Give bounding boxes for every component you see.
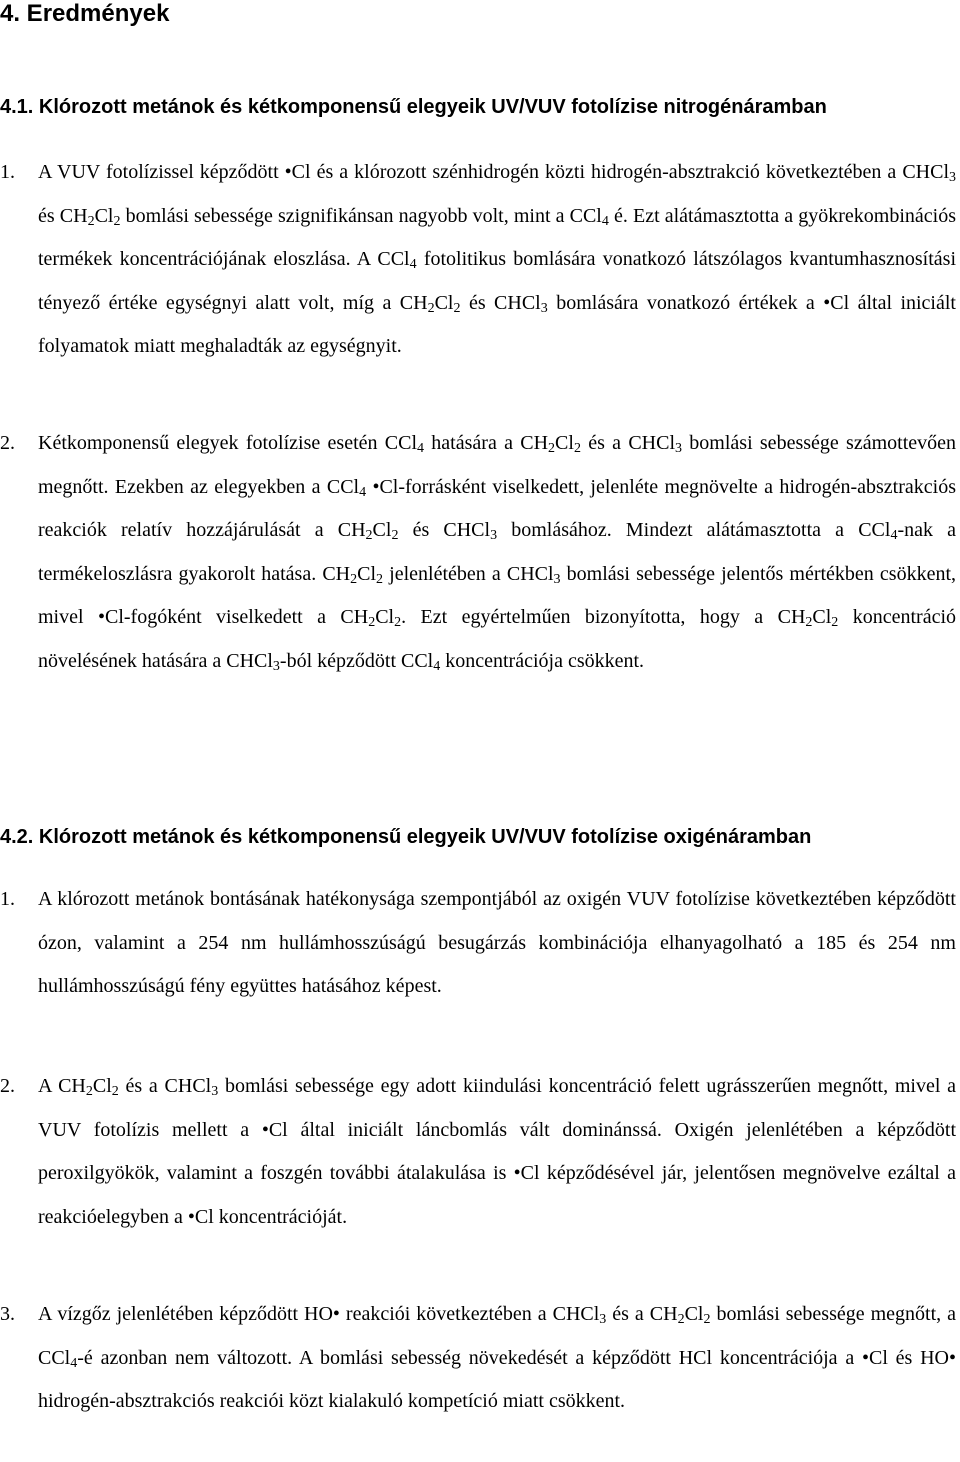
section-heading-nitrogen: 4.1. Klórozott metánok és kétkomponensű elegyeik UV/VUV fotolízise nitrogénáramban (0, 96, 827, 118)
list-item (0, 1065, 956, 1239)
item-text: A vízgőz jelenlétében képződött HO• reakciói következtében a CHCl$_3$ és a $CH_2Cl_2$ bomlási sebessége megnőtt, a CCl$_4$-é azonban nem változott. A bomlási sebesség növekedését a képződött HCl koncentrációja a •Cl és HO• hidrogén-absztrakciós reakciói közt kialakuló kompetíció miatt csökkent. (38, 1303, 956, 1413)
item-number: 1. (0, 161, 15, 183)
item-text: Kétkomponensű elegyek fotolízise esetén CCl$_4$ hatására a $CH_2Cl_2$ és a CHCl$_3$ bomlási sebessége számottevően megnőtt. Ezekben az elegyekben a CCl$_4$ •Cl-forrásként viselkedett, jelenléte megnövelte a hidrogén-absztrakciós reakciók relatív hozzájárulását a $CH_2Cl_2$ és CHCl$_3$ bomlásához. Mindezt alátámasztotta a CCl$_4$-nak a termékeloszlásra gyakorolt hatása. $CH_2Cl_2$ jelenlétében a CHCl$_3$ bomlási sebessége jelentős mértékben csökkent, mivel •Cl-fogóként viselkedett a $CH_2Cl_2$. Ezt egyértelműen bizonyította, hogy a $CH_2Cl_2$ koncentráció növelésének hatására a CHCl$_3$-ból képződött CCl$_4$ koncentrációja csökkent. (38, 432, 957, 674)
item-text: A $CH_2Cl_2$ és a CHCl$_3$ bomlási sebessége egy adott kiindulási koncentráció felett ugrásszerűen megnőtt, mivel a VUV fotolízis mellett a •Cl által iniciált láncbomlás vált dominánssá. Oxigén jelenlétében a képződött peroxilgyökök, valamint a foszgén további átalakulása is •Cl képződésével jár, jelentősen megnövelve ezáltal a reakcióelegyben a •Cl koncentrációját. (38, 1075, 957, 1228)
section-heading-oxygen: 4.2. Klórozott metánok és kétkomponensű elegyeik UV/VUV fotolízise oxigénáramban (0, 826, 812, 848)
item-number: 1. (0, 888, 15, 910)
item-text: A VUV fotolízissel képződött •Cl és a klórozott szénhidrogén közti hidrogén-absztrakció következtében a CHCl$_3$ és $CH_2Cl_2$ bomlási sebessége szignifikánsan nagyobb volt, mint a CCl$_4$ é. Ezt alátámasztotta a gyökrekombinációs termékek koncentrációjának eloszlása. A CCl$_4$ fotolitikus bomlására vonatkozó látszólagos kvantumhasznosítási tényező értéke egységnyi alatt volt, míg a $CH_2Cl_2$ és CHCl$_3$ bomlására vonatkozó értékek a •Cl által iniciált folyamatok miatt meghaladták az egységnyit. (38, 161, 956, 358)
item-number: 3. (0, 1303, 15, 1325)
item-number: 2. (0, 432, 15, 454)
list-item (0, 422, 956, 684)
list-item (0, 151, 956, 369)
item-number: 2. (0, 1075, 15, 1097)
item-text: A klórozott metánok bontásának hatékonysága szempontjából az oxigén VUV fotolízise következtében képződött ózon, valamint a 254 nm hullámhosszúságú besugárzás kombinációja elhanyagolható a 185 és 254 nm hullámhosszúságú fény együttes hatásához képest. (38, 888, 956, 998)
list-item (0, 878, 956, 1009)
list-item (0, 1293, 956, 1424)
page-title: 4. Eredmények (0, 0, 170, 27)
